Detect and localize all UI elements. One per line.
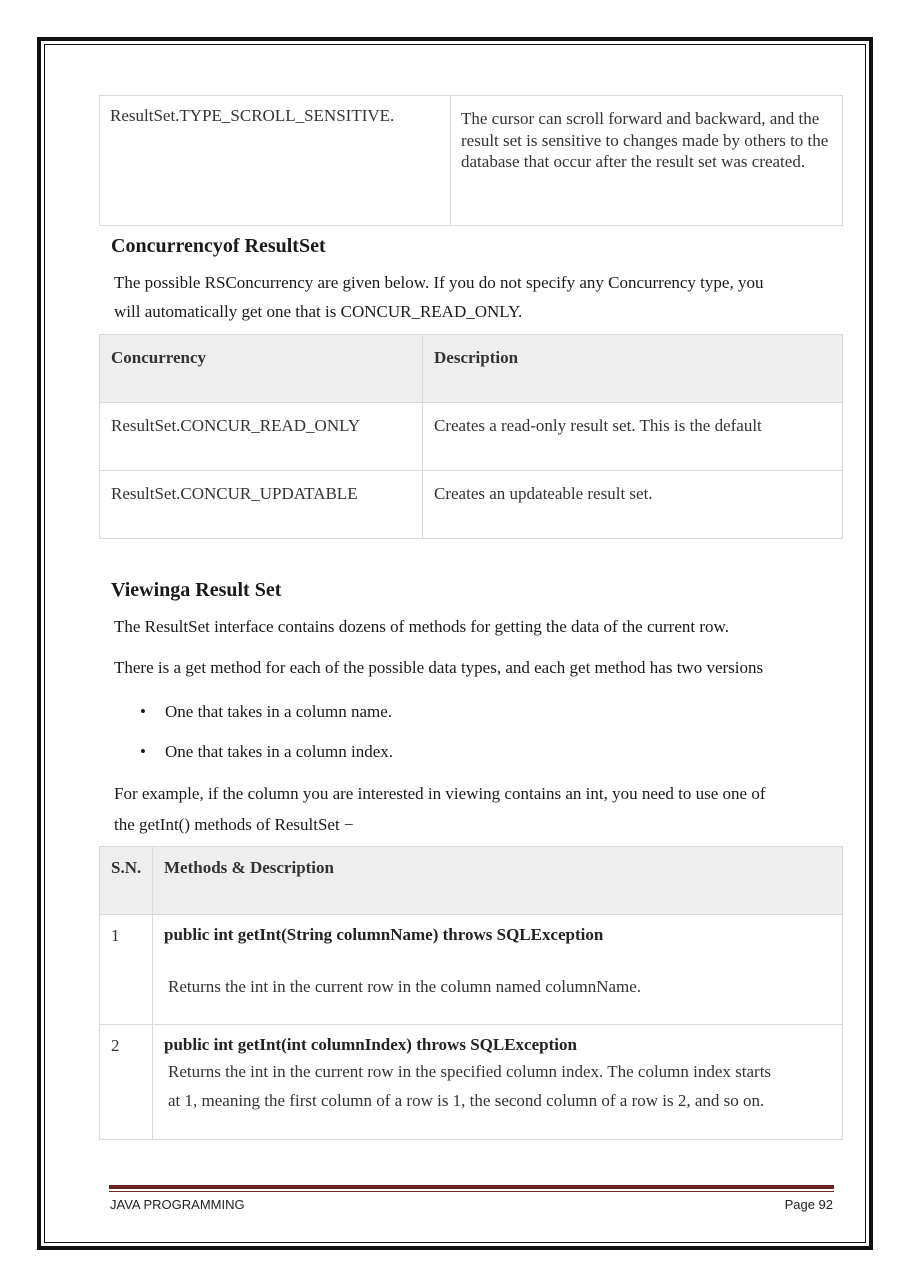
table-row [100,471,843,539]
result-set-type-table [99,95,843,226]
footer-title: JAVA PROGRAMMING [110,1197,245,1212]
footer-rule-thick [109,1185,834,1189]
method-signature: public int getInt(int columnIndex) throws SQLException [164,1035,577,1054]
header-concurrency: Concurrency [100,335,423,403]
method-cell [153,915,843,1025]
table-row [100,403,843,471]
method-description-line-1: Returns the int in the current row in the specified column index. The column index starts [168,1062,772,1081]
method-description [164,1057,832,1115]
methods-table [99,846,843,1140]
viewing-heading: Viewinga Result Set [111,579,282,601]
concurrency-table [99,334,843,539]
header-methods: Methods & Description [153,847,843,915]
viewing-paragraph-3-line-1: For example, if the column you are interested in viewing contains an int, you need to use one of [114,784,766,803]
document-page: ResultSet.TYPE_SCROLL_SENSITIVE. The cursor can scroll forward and backward, and the result set is sensitive to changes made by others to the database that occur after the result set was created. Concurrencyof ResultSet The possible RSConcurrency are given below. If you do not specify any Concurrency type, you will automatically get one that is CONCUR_READ_ONLY. Concurrency Description ResultSet.CONCUR_READ_ONLY Creates a read-only result set. This is the default ResultSet.CONCUR_UPDATABLE Creates an updateable result set. Viewinga Result Set The ResultSet interface contains dozens of methods for getting the data of the current row. There is a get method for each of the possible data types, and each get method has two versions • One that takes in a column name. • One that takes in a column index. For example, if the column you are interested in viewing contains an int, you need to use one of the getInt() methods of ResultSet − S.N. Methods & Description 1 public int getInt(String columnName) throws SQLException Returns the int in the current row in the column named columnName. 2 public int getInt(int columnIndex) throws SQLException Returns the int in the current row in the specified column index. The column index starts at 1, meaning the first column of a row is 1, the second column of a row is 2, and so on. JAVA PROGRAMMING Page 92 [0,0,910,1287]
bullet-icon: • [140,742,146,761]
table-header-row [100,335,843,403]
viewing-paragraph-3-line-2: the getInt() methods of ResultSet − [114,815,354,834]
constant-cell: ResultSet.TYPE_SCROLL_SENSITIVE. [100,96,451,226]
table-row [100,1025,843,1140]
header-sn: S.N. [100,847,153,915]
concurrency-intro-line-2: will automatically get one that is CONCUR_READ_ONLY. [114,302,523,321]
header-description: Description [423,335,843,403]
viewing-paragraph-2: There is a get method for each of the possible data types, and each get method has two versions [114,658,764,677]
page-number: Page 92 [784,1197,833,1212]
table-header-row [100,847,843,915]
method-signature: public int getInt(String columnName) throws SQLException [164,925,604,944]
method-description: Returns the int in the current row in the column named columnName. [168,977,642,996]
concurrency-cell: ResultSet.CONCUR_UPDATABLE [100,471,423,539]
concurrency-cell: ResultSet.CONCUR_READ_ONLY [100,403,423,471]
method-cell [153,1025,843,1140]
table-row [100,96,843,226]
description-cell: Creates an updateable result set. [423,471,843,539]
method-description-line-2: at 1, meaning the first column of a row is 1, the second column of a row is 2, and so on. [168,1091,765,1110]
concurrency-heading: Concurrencyof ResultSet [111,235,326,257]
description-cell: The cursor can scroll forward and backward, and the result set is sensitive to changes made by others to the database that occur after the result set was created. [451,96,843,226]
description-cell: Creates a read-only result set. This is the default [423,403,843,471]
footer-rule-thin [109,1191,834,1192]
table-row [100,915,843,1025]
bullet-icon: • [140,702,146,721]
sn-cell: 2 [100,1025,153,1140]
sn-cell: 1 [100,915,153,1025]
concurrency-intro-line-1: The possible RSConcurrency are given below. If you do not specify any Concurrency type, you [114,273,764,292]
viewing-paragraph-1: The ResultSet interface contains dozens of methods for getting the data of the current row. [114,617,729,636]
